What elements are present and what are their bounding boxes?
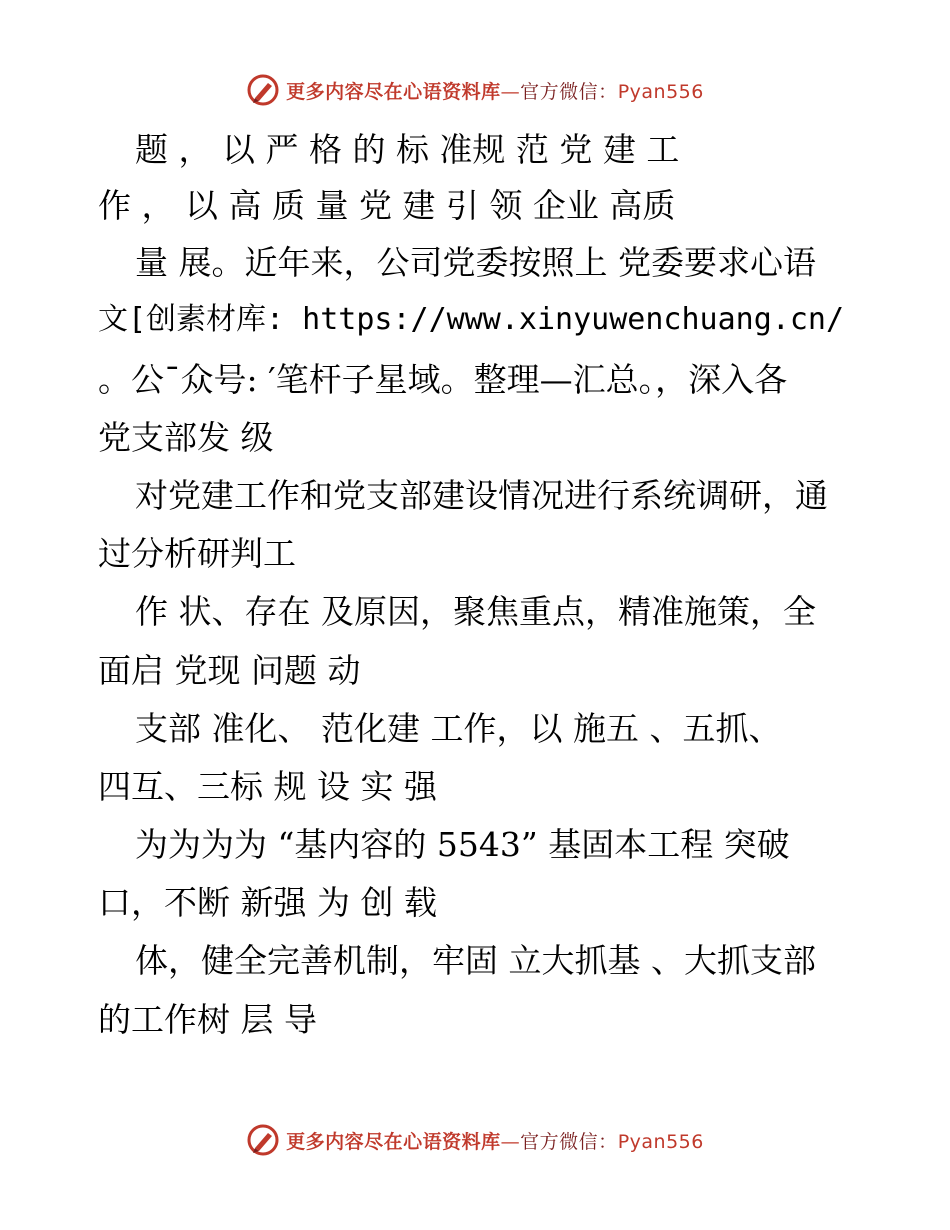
body-line: 党支部发 级 <box>98 418 274 457</box>
header-banner-wechat-label: 官方微信： <box>520 80 618 103</box>
footer-banner-dash: — <box>500 1130 521 1153</box>
footer-banner <box>0 1120 950 1160</box>
footer-banner-title: 更多内容尽在心语资料库 <box>286 1130 501 1153</box>
body-line: 题 ， 以 严 格 的 标 准规 范 党 建 工 <box>135 130 680 169</box>
header-banner-dash: — <box>500 80 521 103</box>
body-line: 支部 准化、 范化建 工作，以 施五 、五抓、 <box>135 709 782 748</box>
body-line: 面启 党现 问题 动 <box>98 651 361 690</box>
footer-banner-wechat-id: Pyan556 <box>617 1130 704 1153</box>
body-line: 量 展。近年来，公司党委按照上 党委要求心语 <box>135 243 816 282</box>
body-line: 口，不断 新强 为 创 载 <box>98 883 437 922</box>
body-line: 作 ， 以 高 质 量 党 建 引 领 企业 高质 <box>98 186 676 225</box>
body-line: 为为为为 “基内容的 5543” 基固本工程 突破 <box>135 825 790 864</box>
body-line: 。公¯众号: ′笔杆子星域。整理—汇总。，深入各 <box>98 360 788 399</box>
body-line: 体，健全完善机制，牢固 立大抓基 、大抓支部 <box>135 941 816 980</box>
body-line: 作 状、存在 及原因，聚焦重点，精准施策，全 <box>135 592 816 631</box>
body-line: 的工作树 层 导 <box>98 1000 317 1039</box>
footer-banner-text <box>286 1127 704 1154</box>
pen-logo-icon <box>246 1123 280 1157</box>
footer-banner-wechat-label: 官方微信： <box>520 1130 618 1153</box>
body-line: 文[创素材库: https://www.xinyuwenchuang.cn/ <box>98 302 845 337</box>
body-line: 过分析研判工 <box>98 534 296 573</box>
header-banner-title: 更多内容尽在心语资料库 <box>286 80 501 103</box>
header-banner-wechat-id: Pyan556 <box>617 80 704 103</box>
body-line: 四互、三标 规 设 实 强 <box>98 767 437 806</box>
body-line: 对党建工作和党支部建设情况进行系统调研，通 <box>135 476 828 515</box>
